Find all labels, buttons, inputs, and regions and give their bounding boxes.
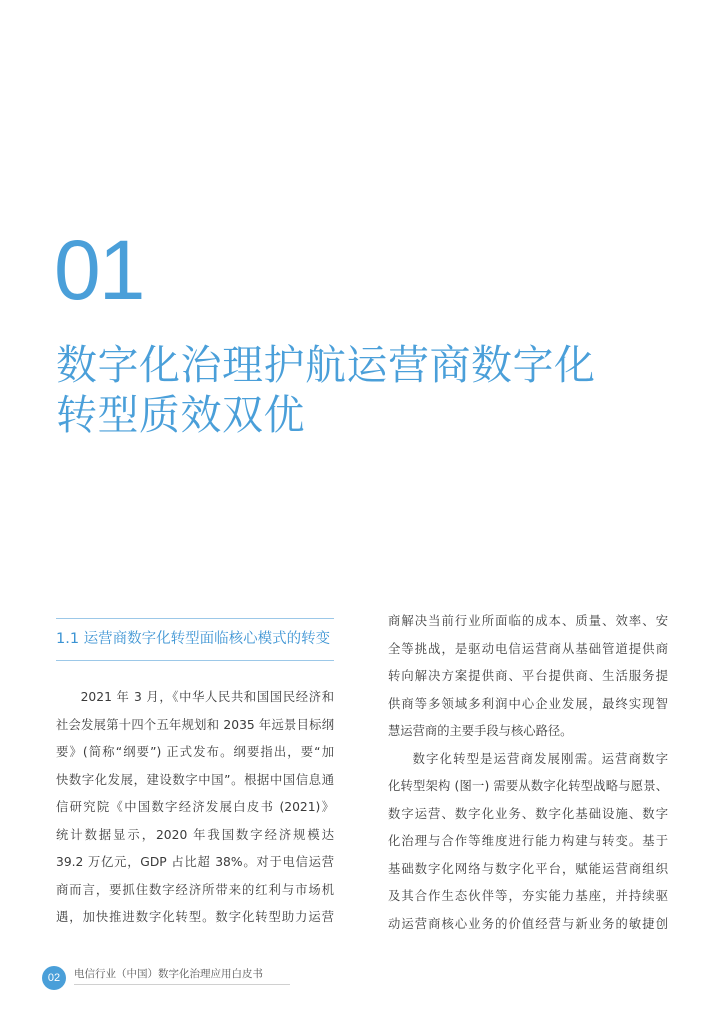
paragraph-line: 39.2 万亿元，GDP 占比超 38%。对于电信运营 (56, 855, 334, 869)
paragraph-line: 基础数字化网络与数字化平台，赋能运营商组织 (388, 861, 668, 876)
paragraph-line: 数字化转型是运营商发展刚需。运营商数字 (412, 751, 668, 766)
chapter-title (56, 340, 676, 440)
section-heading: 1.1 运营商数字化转型面临核心模式的转变 (56, 631, 331, 647)
paragraph-line: 慧运营商的主要手段与核心路径。 (388, 724, 573, 738)
paragraph-line: 数字运营、数字化业务、数字化基础设施、数字 (388, 806, 668, 821)
chapter-title-line-2: 转型质效双优 (56, 391, 305, 439)
paragraph-line: 供商等多领域多利润中心企业发展，最终实现智 (388, 696, 668, 711)
paragraph-line: 化转型架构 (图一) 需要从数字化转型战略与愿景、 (388, 779, 668, 793)
section-bottom-rule (56, 660, 334, 661)
left-column-text (56, 684, 334, 932)
paragraph-line: 全等挑战，是驱动电信运营商从基础管道提供商 (388, 641, 668, 656)
paragraph-line: 商而言，要抓住数字经济所带来的红利与市场机 (56, 882, 334, 897)
paragraph-line: 商解决当前行业所面临的成本、质量、效率、安 (388, 614, 668, 628)
paragraph-line: 化治理与合作等维度进行能力构建与转变。基于 (388, 834, 668, 848)
paragraph-line: 2021 年 3 月，《中华人民共和国国民经济和 (80, 690, 334, 704)
right-column-text (388, 608, 668, 938)
paragraph-line: 统计数据显示，2020 年我国数字经济规模达 (56, 827, 334, 842)
chapter-title-line-1: 数字化治理护航运营商数字化 (56, 341, 596, 389)
paragraph-line: 信研究院《中国数字经济发展白皮书 (2021)》 (56, 800, 334, 814)
footer-document-title: 电信行业（中国）数字化治理应用白皮书 (74, 968, 263, 980)
paragraph-line: 及其合作生态伙伴等，夯实能力基座，并持续驱 (388, 889, 668, 903)
paragraph-line: 转向解决方案提供商、平台提供商、生活服务提 (388, 669, 668, 683)
paragraph-line: 遇，加快推进数字化转型。数字化转型助力运营 (56, 910, 334, 924)
page-number-badge: 02 (42, 966, 66, 990)
footer-rule (74, 984, 290, 985)
paragraph-line: 要》(简称“纲要”) 正式发布。纲要指出，要“加 (56, 745, 334, 759)
section-top-rule (56, 618, 334, 619)
paragraph-line: 社会发展第十四个五年规划和 2035 年远景目标纲 (56, 717, 334, 732)
paragraph-line: 动运营商核心业务的价值经营与新业务的敏捷创 (388, 916, 668, 931)
chapter-number: 01 (54, 223, 144, 317)
paragraph-line: 快数字化发展，建设数字中国”。根据中国信息通 (56, 772, 334, 787)
